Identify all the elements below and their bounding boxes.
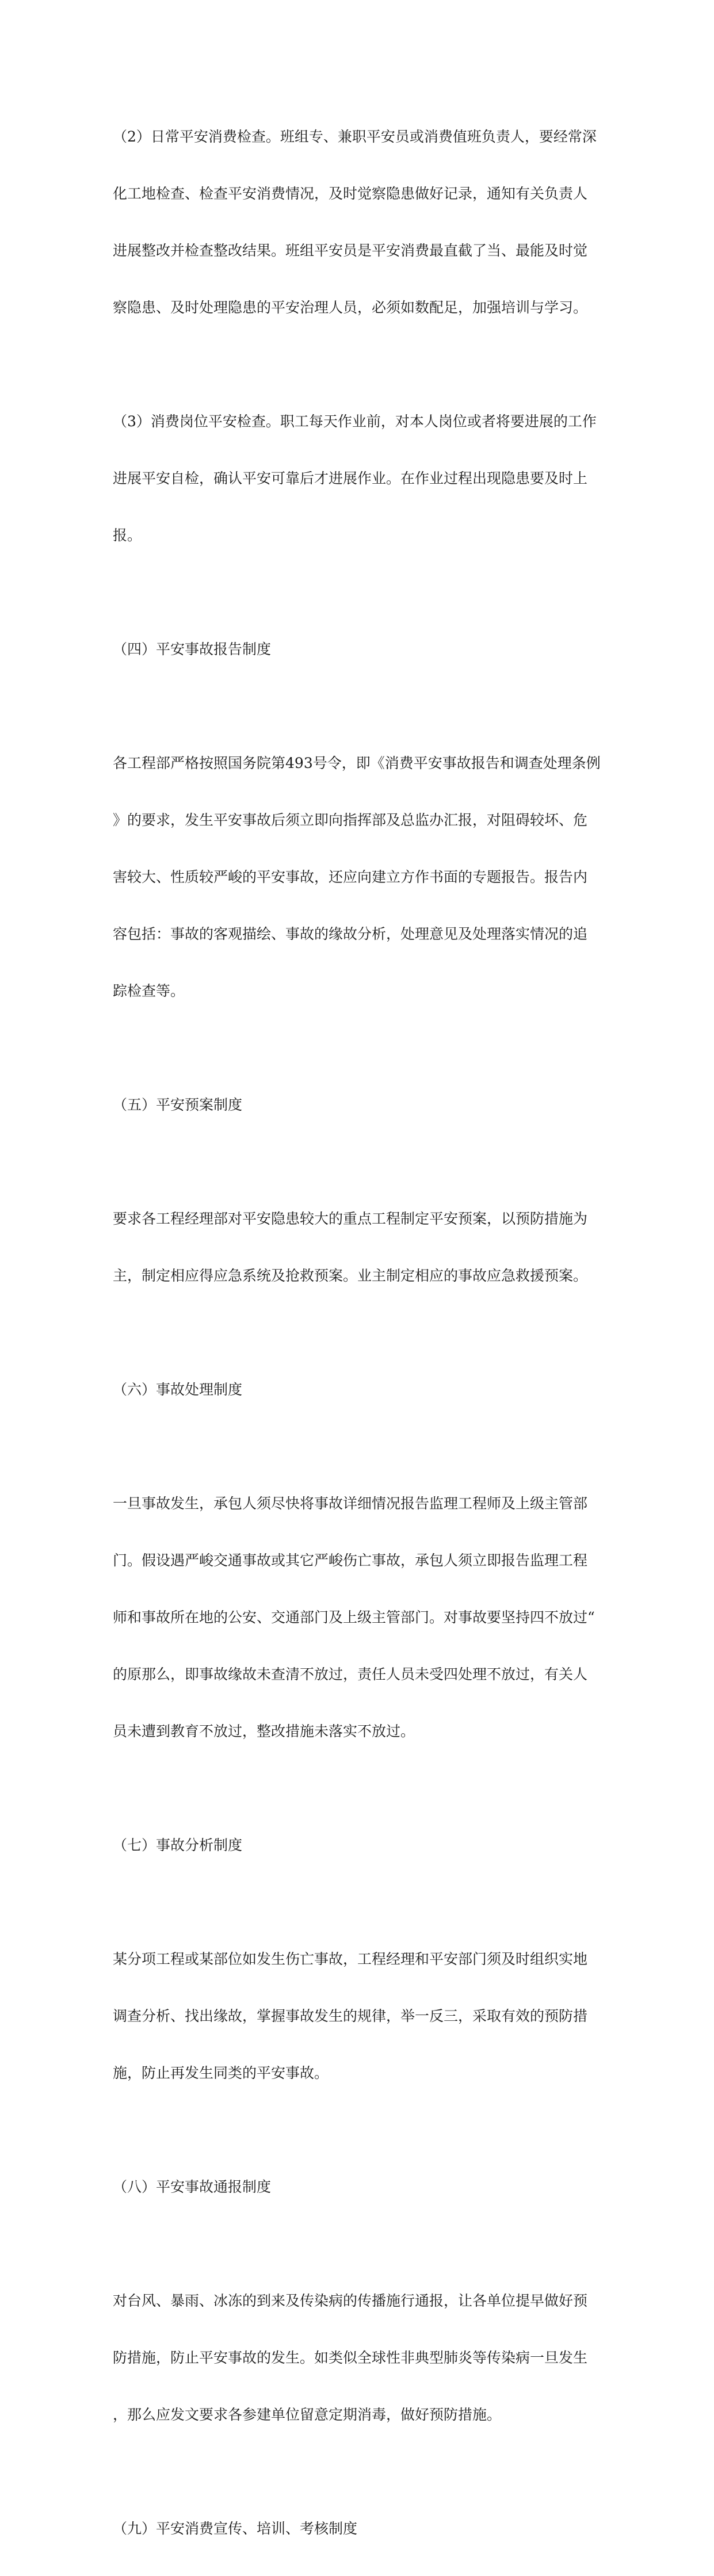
text-line: 各工程部严格按照国务院第493号令，即《消费平安事故报告和调查处理条例 [113,755,601,771]
text-line: 报。 [113,527,142,544]
text-line: 员未遭到教育不放过，整改措施未落实不放过。 [113,1723,415,1740]
section-heading-accident-handling [113,1342,596,1437]
text-line: 化工地检查、检查平安消费情况，及时觉察隐患做好记录，通知有关负责人 [113,185,588,202]
text-line: 察隐患、及时处理隐患的平安治理人员，必须如数配足，加强培训与学习。 [113,299,588,316]
paragraph-gap [113,583,596,602]
text-line: 调查分析、找出缘故，掌握事故发生的规律，举一反三，采取有效的预防措 [113,2008,588,2024]
text-line: 师和事故所在地的公安、交通部门及上级主管部门。对事故要坚持四不放过“ [113,1609,595,1626]
paragraph-gap [113,2234,596,2253]
section-heading-training [113,2481,596,2576]
text-line: 要求各工程经理部对平安隐患较大的重点工程制定平安预案，以预防措施为 [113,1210,588,1227]
section-heading-accident-notification [113,2139,596,2234]
text-line: 某分项工程或某部位如发生伤亡事故，工程经理和平安部门须及时组织实地 [113,1951,588,1967]
paragraph-safety-plan [113,1171,596,1323]
paragraph-gap [113,697,596,716]
paragraph-post-inspection [113,374,596,583]
text-line: ，那么应发文要求各参建单位留意定期消毒，做好预防措施。 [113,2406,502,2423]
heading-text: （四）平安事故报告制度 [113,641,272,658]
paragraph-gap [113,2462,596,2481]
heading-text: （八）平安事故通报制度 [113,2178,272,2195]
paragraph-gap [113,355,596,374]
section-heading-accident-analysis [113,1798,596,1893]
text-line: 》的要求，发生平安事故后须立即向指挥部及总监办汇报，对阻碍较坏、危 [113,812,588,828]
text-line: 的原那么，即事故缘故未查清不放过，责任人员未受四处理不放过，有关人 [113,1666,588,1683]
paragraph-gap [113,1893,596,1912]
text-line: 进展平安自检，确认平安可靠后才进展作业。在作业过程出现隐患要及时上 [113,470,588,487]
paragraph-gap [113,1323,596,1342]
section-heading-accident-report [113,602,596,697]
text-line: （2）日常平安消费检查。班组专、兼职平安员或消费值班负责人，要经常深 [113,128,597,145]
text-line: 害较大、性质较严峻的平安事故，还应向建立方作书面的专题报告。报告内 [113,869,588,885]
paragraph-accident-handling [113,1456,596,1779]
document-page [113,89,601,2576]
paragraph-gap [113,1437,596,1456]
paragraph-daily-inspection [113,89,596,355]
paragraph-gap [113,1038,596,1057]
paragraph-accident-analysis [113,1912,596,2120]
paragraph-accident-notification [113,2253,596,2462]
text-line: 对台风、暴雨、冰冻的到来及传染病的传播施行通报，让各单位提早做好预 [113,2292,588,2309]
text-line: 一旦事故发生，承包人须尽快将事故详细情况报告监理工程师及上级主管部 [113,1495,588,1512]
paragraph-gap [113,1152,596,1171]
section-heading-safety-plan [113,1057,596,1152]
heading-text: （五）平安预案制度 [113,1096,243,1113]
text-line: 门。假设遇严峻交通事故或其它严峻伤亡事故，承包人须立即报告监理工程 [113,1552,588,1569]
text-line: 施，防止再发生同类的平安事故。 [113,2065,329,2081]
text-line: 主，制定相应得应急系统及抢救预案。业主制定相应的事故应急救援预案。 [113,1267,588,1284]
heading-text: （九）平安消费宣传、培训、考核制度 [113,2520,358,2537]
heading-text: （六）事故处理制度 [113,1381,243,1398]
text-line: 防措施，防止平安事故的发生。如类似全球性非典型肺炎等传染病一旦发生 [113,2349,588,2366]
paragraph-accident-report [113,716,601,1038]
text-line: 踪检查等。 [113,983,185,999]
text-line: （3）消费岗位平安检查。职工每天作业前，对本人岗位或者将要进展的工作 [113,413,597,430]
paragraph-gap [113,2120,596,2139]
text-line: 进展整改并检查整改结果。班组平安员是平安消费最直截了当、最能及时觉 [113,242,588,259]
paragraph-gap [113,1779,596,1798]
text-line: 容包括：事故的客观描绘、事故的缘故分析，处理意见及处理落实情况的追 [113,926,588,942]
heading-text: （七）事故分析制度 [113,1837,243,1853]
